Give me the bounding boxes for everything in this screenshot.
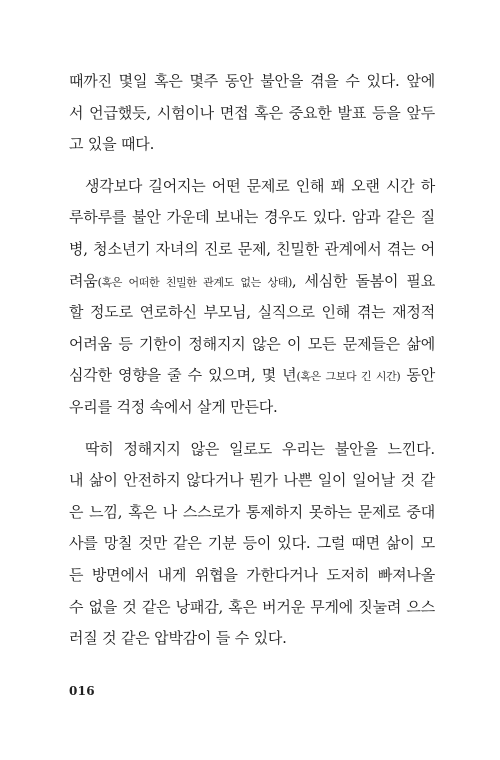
text-line <box>69 497 435 529</box>
text-segment: 병, 청소년기 자녀의 진로 문제, 친밀한 관계에서 겪는 어 <box>69 239 435 258</box>
text-segment: 우리를 걱정 속에서 살게 만든다. <box>69 397 278 416</box>
text-line <box>69 465 435 497</box>
text-segment: 어려움 등 기한이 정해지지 않은 이 모든 문제들은 삶에 <box>69 334 435 353</box>
text-line <box>69 171 435 203</box>
text-line <box>69 329 435 361</box>
text-segment: 든 방면에서 내게 위협을 가한다거나 도저히 빠져나올 <box>69 565 435 584</box>
text-line <box>69 66 435 98</box>
text-line <box>69 234 435 266</box>
text-segment: , 세심한 돌봄이 필요 <box>291 271 436 290</box>
paragraph <box>69 66 435 161</box>
parenthetical-note: (혹은 어떠한 친밀한 관계도 없는 상태) <box>97 275 292 289</box>
text-segment: 고 있을 때다. <box>69 135 155 154</box>
text-line <box>69 266 435 298</box>
text-segment: 사를 망칠 것만 같은 기분 등이 있다. 그럴 때면 삶이 모 <box>69 534 435 553</box>
text-segment: 동안 <box>400 366 436 385</box>
text-segment: 은 느낌, 혹은 나 스스로가 통제하지 못하는 문제로 중대 <box>69 502 435 521</box>
text-line <box>69 297 435 329</box>
text-segment: 려움 <box>69 271 98 290</box>
text-line <box>69 202 435 234</box>
text-line <box>69 392 435 424</box>
text-segment: 때까진 몇일 혹은 몇주 동안 불안을 겪을 수 있다. 앞에 <box>69 72 435 90</box>
text-segment: 심각한 영향을 줄 수 있으며, 몇 년 <box>69 366 297 385</box>
text-segment: 생각보다 길어지는 어떤 문제로 인해 꽤 오랜 시간 하 <box>85 176 435 195</box>
text-line <box>69 434 435 466</box>
text-line <box>69 528 435 560</box>
text-line <box>69 129 435 161</box>
body-text <box>69 66 435 655</box>
text-segment: 할 정도로 연로하신 부모님, 실직으로 인해 겪는 재정적 <box>69 303 435 322</box>
text-segment: 수 없을 것 같은 낭패감, 혹은 버거운 무게에 짓눌려 으스 <box>69 597 435 616</box>
text-segment: 루하루를 불안 가운데 보내는 경우도 있다. 암과 같은 질 <box>69 208 435 227</box>
paragraph <box>69 434 435 655</box>
text-segment: 러질 것 같은 압박감이 들 수 있다. <box>69 629 287 648</box>
text-segment: 내 삶이 안전하지 않다거나 뭔가 나쁜 일이 일어날 것 같 <box>69 471 435 490</box>
paragraph <box>69 171 435 424</box>
text-segment: 서 언급했듯, 시험이나 면접 혹은 중요한 발표 등을 앞두 <box>69 103 435 122</box>
parenthetical-note: (혹은 그보다 긴 시간) <box>296 370 401 384</box>
text-line <box>69 623 435 655</box>
text-line <box>69 592 435 624</box>
paragraph-gap <box>69 161 435 171</box>
text-line <box>69 560 435 592</box>
text-line <box>69 98 435 130</box>
text-segment: 딱히 정해지지 않은 일로도 우리는 불안을 느낀다. <box>85 439 435 458</box>
text-line <box>69 360 435 392</box>
paragraph-gap <box>69 424 435 434</box>
page-number: 016 <box>69 684 95 698</box>
